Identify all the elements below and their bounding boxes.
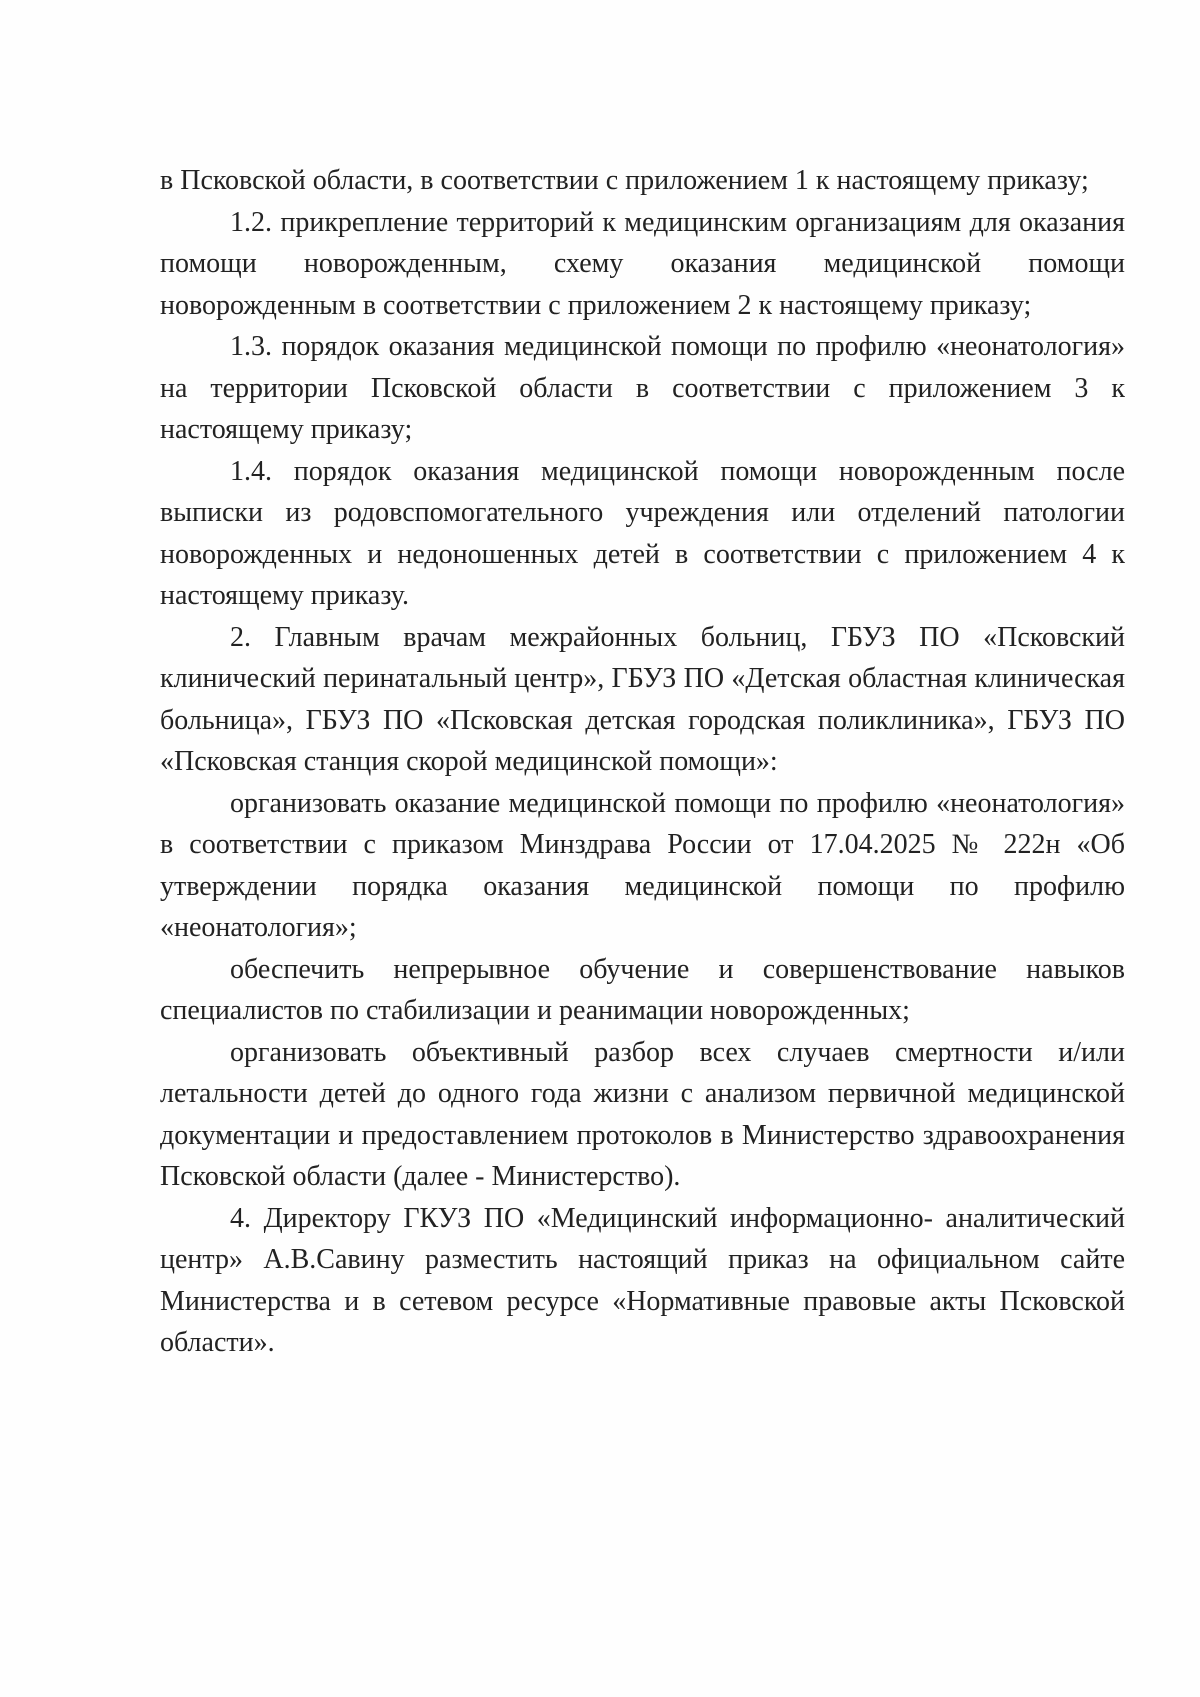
paragraph-mortality-review: организовать объективный разбор всех случаев смертности и/или летальности детей до одного года жизни с анализом первичной медицинской документации и предоставлением протоколов в Министерство здравоохранения Псковской области (далее - Министерство). xyxy=(160,1036,1125,1192)
paragraph-item-4: 4. Директору ГКУЗ ПО «Медицинский информационно- аналитический центр» А.В.Савину разместить настоящий приказ на официальном сайте Министерства и в сетевом ресурсе «Нормативные правовые акты Псковской области». xyxy=(160,1202,1125,1358)
paragraph-item-1-2: 1.2. прикрепление территорий к медицинским организациям для оказания помощи новорожденным, схему оказания медицинской помощи новорожденным в соответствии с приложением 2 к настоящему приказу; xyxy=(160,206,1125,321)
paragraph-training: обеспечить непрерывное обучение и совершенствование навыков специалистов по стабилизации и реанимации новорожденных; xyxy=(160,953,1125,1026)
paragraph-continuation: в Псковской области, в соответствии с приложением 1 к настоящему приказу; xyxy=(160,165,1089,196)
paragraph-item-2: 2. Главным врачам межрайонных больниц, ГБУЗ ПО «Псковский клинический перинатальный центр», ГБУЗ ПО «Детская областная клиническая больница», ГБУЗ ПО «Псковская детская городская поликлиника», ГБУЗ ПО «Псковская станция скорой медицинской помощи»: xyxy=(160,621,1125,777)
document-body xyxy=(160,160,1125,1364)
paragraph-organize-care: организовать оказание медицинской помощи по профилю «неонатология» в соответствии с приказом Минздрава России от 17.04.2025 № 222н «Об утверждении порядка оказания медицинской помощи по профилю «неонатология»; xyxy=(160,787,1125,943)
paragraph-item-1-3: 1.3. порядок оказания медицинской помощи по профилю «неонатология» на территории Псковской области в соответствии с приложением 3 к настоящему приказу; xyxy=(160,331,1125,445)
paragraph-item-1-4: 1.4. порядок оказания медицинской помощи новорожденным после выписки из родовспомогательного учреждения или отделений патологии новорожденных и недоношенных детей в соответствии с приложением 4 к настоящему приказу. xyxy=(160,455,1125,611)
